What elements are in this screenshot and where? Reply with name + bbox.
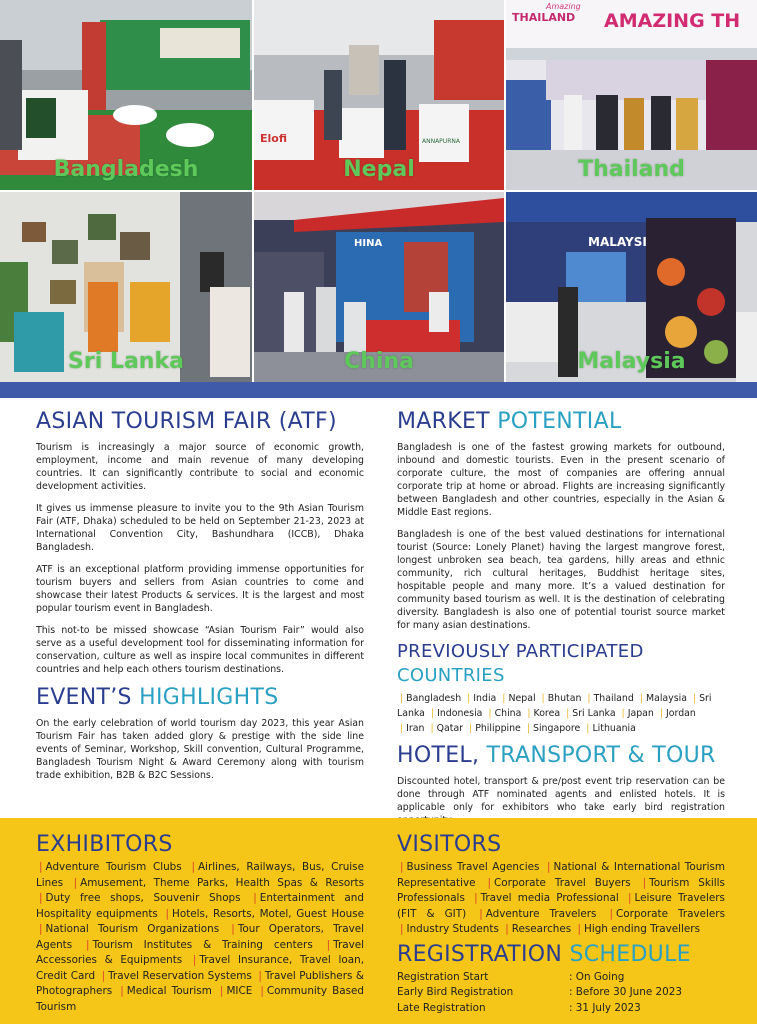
separator: | xyxy=(621,708,625,719)
separator: | xyxy=(430,723,434,734)
exhibitor-item: Amusement, Theme Parks, Health Spas & Resorts xyxy=(80,876,365,889)
hotel-text: Discounted hotel, transport & pre/post event trip reservation can be done through ATF nominated agents and enlisted hotels. It is applicable only for exhibitors who take early bird registration xyxy=(397,776,725,813)
country-item: Lithuania xyxy=(592,723,636,734)
schedule-label: Late Registration xyxy=(397,1001,486,1014)
country-item: Bangladesh xyxy=(406,693,462,704)
country-item: Malaysia xyxy=(645,693,687,704)
separator: | xyxy=(487,876,491,889)
visitor-item: Business Travel Agencies xyxy=(406,861,540,873)
exhibitors-section xyxy=(36,832,364,1015)
market-title xyxy=(397,408,725,436)
exhibitor-item: Travel Reservation Systems xyxy=(108,969,252,982)
exhibitor-item: Tourism Institutes & Training centers xyxy=(92,938,313,951)
visitor-item: Tourism Skills Professionals xyxy=(397,876,725,904)
separator: | xyxy=(474,892,478,904)
separator: | xyxy=(231,923,235,935)
separator: | xyxy=(546,861,551,873)
highlights-title-a: EVENT’S xyxy=(36,685,140,710)
atf-paragraph: This not-to be missed showcase “Asian Tourism Fair” would also serve as a useful development tool for disseminating information for conservation, culture as well as inspire local communites in different countries and help each others tourism destinations. xyxy=(36,625,364,675)
market-title-b: POTENTIAL xyxy=(497,409,622,434)
photo-grid xyxy=(0,0,757,382)
schedule-value: : On Going xyxy=(569,970,625,983)
highlights-title-b: HIGHLIGHTS xyxy=(139,685,279,710)
market-paragraph: Bangladesh is one of the fastest growing markets for outbound, inbound and domestic tourists. Even in the present scenario of corporate culture, the most of companies are offering annual corporate trip at home or abroad. Flights are increasing significantly between Bangladesh and other countries, especially in the Asian & Middle East regions. xyxy=(397,442,725,518)
atf-paragraph: It gives us immense pleasure to invite you to the 9th Asian Tourism Fair (ATF, Dhaka) scheduled to be held on September 21-23, 2023 at International Convention City, Bashundhara (ICCB), Dhaka Bangladesh. xyxy=(36,503,364,553)
separator: | xyxy=(73,876,78,889)
separator: | xyxy=(101,969,106,982)
hotel-title xyxy=(397,742,725,770)
separator: | xyxy=(527,708,531,719)
separator: | xyxy=(627,892,632,904)
atf-title: ASIAN TOURISM FAIR (ATF) xyxy=(36,409,337,434)
hotel-title-b: TRANSPORT & TOUR xyxy=(486,743,716,768)
visitor-item: Industry Students xyxy=(406,923,499,935)
exhibitor-item: Adventure Tourism Clubs xyxy=(45,861,182,873)
separator: | xyxy=(488,708,492,719)
exhibitor-item: Hotels, Resorts, Motel, Guest House xyxy=(172,907,364,920)
country-item: Indonesia xyxy=(437,708,483,719)
visitors-title: VISITORS xyxy=(397,832,502,857)
separator: | xyxy=(587,693,591,704)
visitor-item: Adventure Travelers xyxy=(485,907,597,920)
visitor-item: National & International Tourism Representative xyxy=(397,861,725,889)
countries-title-a: PREVIOUSLY PARTICIPATED xyxy=(397,641,644,662)
country-item: Bhutan xyxy=(547,693,582,704)
exhibitor-item: Travel Insurance, Travel loan, Credit Card xyxy=(36,954,364,982)
amazing-thailand-banner: AMAZING TH xyxy=(604,10,741,32)
visitor-item: Corporate Travelers xyxy=(616,907,725,920)
hotel-title-a: HOTEL, xyxy=(397,743,487,768)
atf-paragraph: Tourism is increasingly a major source of economic growth, employment, income and main revenue of many developing countries. It can significantly contribute to social and economic development activities. xyxy=(36,442,364,492)
country-item: Thailand xyxy=(593,693,634,704)
separator: | xyxy=(577,923,581,935)
photo-caption: China xyxy=(344,349,414,374)
schedule-title-a: REGISTRATION xyxy=(397,941,570,967)
exhibitor-item: Medical Tourism xyxy=(126,985,212,997)
divider-band xyxy=(0,382,757,398)
right-column xyxy=(397,408,725,827)
photo-caption: Bangladesh xyxy=(53,157,199,182)
country-item: Singapore xyxy=(533,723,581,734)
visitor-item: Travel media Professional xyxy=(480,892,619,904)
exhibitor-item: MICE xyxy=(226,985,253,997)
separator: | xyxy=(39,923,43,935)
visitors-section xyxy=(397,832,725,1016)
separator: | xyxy=(479,907,483,920)
exhibitor-item: Travel Accessories & Equipments xyxy=(36,938,365,966)
exhibitor-item: Airlines, Railways, Bus, Cruise Lines xyxy=(36,861,364,889)
separator: | xyxy=(642,876,647,889)
country-item: India xyxy=(473,693,497,704)
thailand-logo-small: Amazing xyxy=(546,2,581,11)
exhibitor-item: National Tourism Organizations xyxy=(45,923,220,935)
country-item: Jordan xyxy=(666,708,696,719)
separator: | xyxy=(400,861,404,873)
country-item: Qatar xyxy=(436,723,464,734)
country-item: Korea xyxy=(533,708,561,719)
booth-sign-elofi: Elofi xyxy=(260,132,287,145)
schedule-title-b: SCHEDULE xyxy=(569,941,691,967)
schedule-label: Early Bird Registration xyxy=(397,986,514,998)
exhibitors-title: EXHIBITORS xyxy=(36,832,173,857)
separator: | xyxy=(326,938,331,951)
exhibitor-item: Duty free shops, Souvenir Shops xyxy=(45,892,241,904)
separator: | xyxy=(505,923,509,935)
schedule-title xyxy=(397,942,725,968)
thailand-logo: THAILAND xyxy=(512,11,576,24)
country-item: Japan xyxy=(627,708,654,719)
separator: | xyxy=(253,892,257,904)
separator: | xyxy=(639,693,643,704)
separator: | xyxy=(39,892,43,904)
separator: | xyxy=(258,969,262,982)
separator: | xyxy=(86,938,90,951)
malaysia-booth-sign: MALAYSI xyxy=(588,235,647,249)
exhibitor-item: Community Based Tourism xyxy=(36,985,364,1013)
separator: | xyxy=(467,693,471,704)
highlights-title xyxy=(36,684,364,712)
schedule-row xyxy=(397,970,725,986)
visitor-list xyxy=(397,860,725,938)
country-item: Sri Lanka xyxy=(397,693,712,719)
separator: | xyxy=(400,723,404,734)
separator: | xyxy=(165,907,170,920)
exhibitor-item: Entertainment and Hospitality equipments xyxy=(36,892,364,920)
separator: | xyxy=(260,985,264,997)
visitor-item: Corporate Travel Buyers xyxy=(493,876,631,889)
photo-caption: Nepal xyxy=(343,157,415,182)
photo-caption: Sri Lanka xyxy=(68,349,184,374)
schedule-value: : 31 July 2023 xyxy=(569,1001,641,1014)
countries-title xyxy=(397,640,725,688)
schedule-row xyxy=(397,985,725,1001)
photo-malaysia xyxy=(506,192,757,382)
photo-nepal xyxy=(254,0,504,190)
separator: | xyxy=(430,708,435,719)
separator: | xyxy=(502,693,506,704)
separator: | xyxy=(541,693,545,704)
schedule-row xyxy=(397,1001,725,1017)
separator: | xyxy=(219,985,224,997)
country-list xyxy=(397,691,725,736)
market-title-a: MARKET xyxy=(397,409,498,434)
separator: | xyxy=(469,723,473,734)
photo-srilanka xyxy=(0,192,252,382)
highlights-text: On the early celebration of world tourism day 2023, this year Asian Tourism Fair has taken added glory & prestige with the side line events of Seminar, Workshop, Skill convention, Cultural Programme, Bangladesh Tourism Night & Award Ceremony along with tourism trade exhibition, B2B & B2C Sessions. xyxy=(36,718,364,781)
country-item: Iran xyxy=(406,723,425,734)
china-booth-sign: HINA xyxy=(354,238,383,249)
separator: | xyxy=(400,923,404,935)
photo-thailand xyxy=(506,0,757,190)
photo-caption: Thailand xyxy=(578,157,685,182)
market-paragraph: Bangladesh is one of the best valued destinations for international tourist (Source: Lonely Planet) having the largest mangrove forest, longest unbroken sea beach, tea gardens, hilly areas and ethnic community, rich cultural heritages, Buddhist heritage sites, hospitable people and many more. It’s a valued destination for community based tourism as well. It is the destination of celebrating diversity. Bangladesh is also one of potential tourist source market for many asian destinations. xyxy=(397,529,725,631)
exhibitor-item: Travel Publishers & Photographers xyxy=(36,969,364,997)
schedule-label: Registration Start xyxy=(397,970,489,983)
photo-caption: Malaysia xyxy=(577,349,686,374)
visitor-item: Researches xyxy=(511,923,572,935)
country-item: Nepal xyxy=(508,693,536,704)
photo-bangladesh xyxy=(0,0,252,190)
separator: | xyxy=(609,907,614,920)
separator: | xyxy=(526,723,530,734)
separator: | xyxy=(191,861,195,873)
separator: | xyxy=(192,954,197,966)
country-item: Philippine xyxy=(475,723,521,734)
separator: | xyxy=(659,708,664,719)
countries-title-b: COUNTRIES xyxy=(397,665,505,686)
separator: | xyxy=(566,708,570,719)
separator: | xyxy=(692,693,697,704)
visitor-item: Leisure Travelers (FIT & GIT) xyxy=(397,892,725,920)
separator: | xyxy=(39,861,43,873)
atf-paragraph: ATF is an exceptional platform providing immense opportunities for tourism buyers and sellers from Asian countries to come and showcase their latest Products & services. It is the largest and most popular tourism event in Bangladesh. xyxy=(36,564,364,614)
schedule-value: : Before 30 June 2023 xyxy=(569,986,682,998)
exhibitor-item: Tour Operators, Travel Agents xyxy=(36,923,364,951)
separator: | xyxy=(120,985,124,997)
country-item: China xyxy=(494,708,522,719)
left-column xyxy=(36,408,364,782)
visitor-item: High ending Travellers xyxy=(584,923,700,935)
country-item: Sri Lanka xyxy=(572,708,616,719)
photo-china xyxy=(254,192,504,382)
separator: | xyxy=(586,723,590,734)
exhibitor-list xyxy=(36,860,364,1015)
booth-sign-annapurna: ANNAPURNA xyxy=(422,138,460,145)
separator: | xyxy=(400,693,404,704)
schedule-table xyxy=(397,970,725,1017)
